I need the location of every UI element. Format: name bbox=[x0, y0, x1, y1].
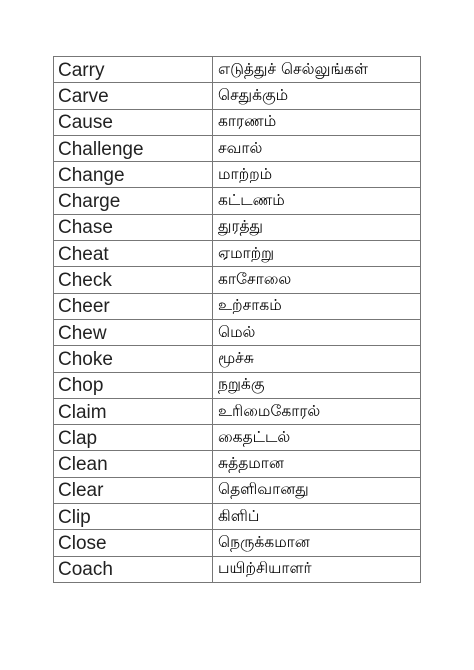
english-word: Charge bbox=[54, 188, 213, 214]
english-word: Clear bbox=[54, 477, 213, 503]
table-row bbox=[54, 109, 421, 135]
table-row bbox=[54, 346, 421, 372]
table-row bbox=[54, 83, 421, 109]
tamil-translation: சவால் bbox=[213, 135, 421, 161]
tamil-translation: துரத்து bbox=[213, 214, 421, 240]
english-word: Cheer bbox=[54, 293, 213, 319]
vocabulary-table bbox=[53, 56, 421, 583]
english-word: Change bbox=[54, 162, 213, 188]
table-row bbox=[54, 188, 421, 214]
tamil-translation: கட்டணம் bbox=[213, 188, 421, 214]
table-row bbox=[54, 267, 421, 293]
tamil-translation: கிளிப் bbox=[213, 504, 421, 530]
tamil-translation: நறுக்கு bbox=[213, 372, 421, 398]
tamil-translation: உரிமைகோரல் bbox=[213, 398, 421, 424]
tamil-translation: உற்சாகம் bbox=[213, 293, 421, 319]
english-word: Chop bbox=[54, 372, 213, 398]
english-word: Challenge bbox=[54, 135, 213, 161]
tamil-translation: தெளிவானது bbox=[213, 477, 421, 503]
table-row bbox=[54, 162, 421, 188]
english-word: Clean bbox=[54, 451, 213, 477]
vocabulary-table-body bbox=[54, 57, 421, 583]
tamil-translation: சுத்தமான bbox=[213, 451, 421, 477]
table-row bbox=[54, 425, 421, 451]
tamil-translation: செதுக்கும் bbox=[213, 83, 421, 109]
english-word: Choke bbox=[54, 346, 213, 372]
tamil-translation: நெருக்கமான bbox=[213, 530, 421, 556]
english-word: Cause bbox=[54, 109, 213, 135]
table-row bbox=[54, 372, 421, 398]
english-word: Coach bbox=[54, 556, 213, 582]
tamil-translation: மூச்சு bbox=[213, 346, 421, 372]
english-word: Claim bbox=[54, 398, 213, 424]
english-word: Clip bbox=[54, 504, 213, 530]
english-word: Check bbox=[54, 267, 213, 293]
tamil-translation: மெல் bbox=[213, 319, 421, 345]
table-row bbox=[54, 57, 421, 83]
tamil-translation: காசோலை bbox=[213, 267, 421, 293]
table-row bbox=[54, 214, 421, 240]
tamil-translation: கைதட்டல் bbox=[213, 425, 421, 451]
tamil-translation: பயிற்சியாளர் bbox=[213, 556, 421, 582]
table-row bbox=[54, 556, 421, 582]
table-row bbox=[54, 398, 421, 424]
english-word: Close bbox=[54, 530, 213, 556]
english-word: Chase bbox=[54, 214, 213, 240]
english-word: Chew bbox=[54, 319, 213, 345]
tamil-translation: எடுத்துச் செல்லுங்கள் bbox=[213, 57, 421, 83]
table-row bbox=[54, 504, 421, 530]
table-row bbox=[54, 135, 421, 161]
table-row bbox=[54, 293, 421, 319]
table-row bbox=[54, 477, 421, 503]
english-word: Cheat bbox=[54, 241, 213, 267]
tamil-translation: ஏமாற்று bbox=[213, 241, 421, 267]
table-row bbox=[54, 451, 421, 477]
tamil-translation: மாற்றம் bbox=[213, 162, 421, 188]
english-word: Clap bbox=[54, 425, 213, 451]
tamil-translation: காரணம் bbox=[213, 109, 421, 135]
english-word: Carve bbox=[54, 83, 213, 109]
table-row bbox=[54, 241, 421, 267]
table-row bbox=[54, 530, 421, 556]
english-word: Carry bbox=[54, 57, 213, 83]
table-row bbox=[54, 319, 421, 345]
